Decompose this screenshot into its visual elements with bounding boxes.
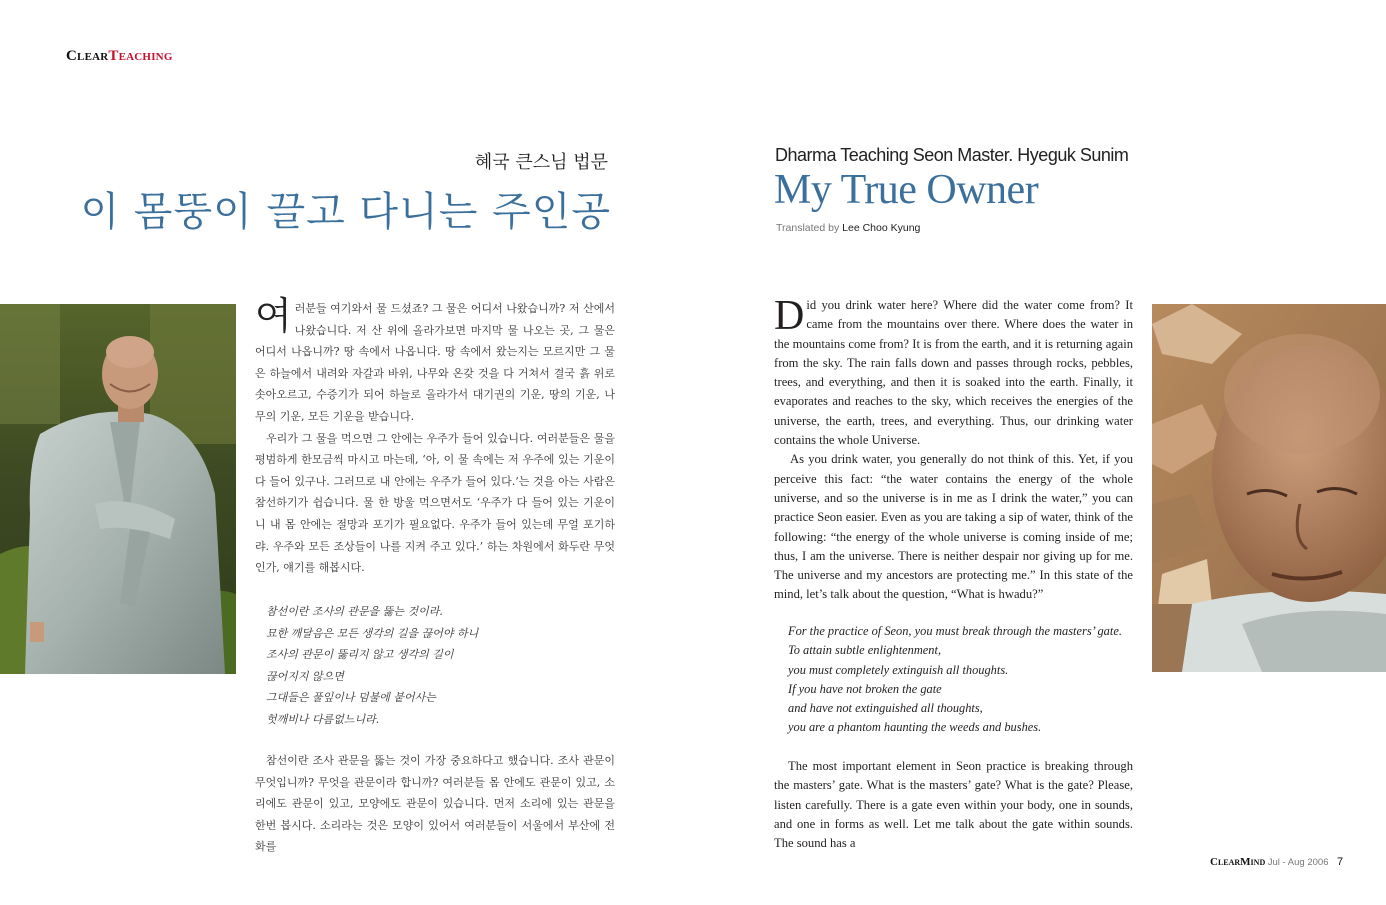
translated-by-label: Translated by bbox=[776, 222, 840, 234]
english-paragraph-2: As you drink water, you generally do not think of this. Yet, if you perceive this fact: “the water contains the energy of the whole universe, and so the universe is in me as I drink the water,” you can practice Seon easier. Even as you are taking a sip of water, think of the following: “the energy of the whole universe is coming inside of me; thus, I am the universe. There is neither despair nor giving up for me. The universe and my ancestors are protecting me.” In this state of the mind, let’s talk about the question, “What is hwadu?” bbox=[774, 452, 1133, 602]
korean-body-text bbox=[255, 294, 615, 579]
english-verse-line: For the practice of Seon, you must break through the masters’ gate. bbox=[788, 624, 1122, 638]
english-verse-line: If you have not broken the gate bbox=[788, 681, 942, 696]
page-number: 7 bbox=[1336, 856, 1344, 868]
translator-name: Lee Choo Kyung bbox=[842, 222, 921, 234]
logo-clear: Clear bbox=[66, 48, 109, 64]
english-verse-line: you are a phantom haunting the weeds and bushes. bbox=[788, 720, 1042, 735]
english-body-text bbox=[774, 293, 1133, 605]
english-dropcap: D bbox=[774, 293, 805, 339]
korean-dropcap: 여 bbox=[255, 294, 292, 338]
english-paragraph-1: id you drink water here? Where did the water come from? It came from the mountains over there. Where does the water in the mountains come from? It is from the earth, and it is returning again from the sky. The rain falls down and passes through rocks, pebbles, trees, and everything, and then it is soaked into the earth. Finally, it evaporates and reaches to the sky, which receives the energies of the universe, the earth, trees, and everything. Thus, our drinking water contains the whole Universe. bbox=[774, 298, 1133, 448]
korean-paragraph-1: 러분들 여기와서 물 드셨죠? 그 물은 어디서 나왔습니까? 저 산에서 나왔습니다. 저 산 위에 올라가보면 마지막 물 나오는 곳, 그 물은 어디서 나옵니까? 땅 속에서 나옵니다. 땅 속에서 왔는지는 모르지만 그 물은 하늘에서 내려와 자갈과 바위, 나무와 온갖 것을 다 거쳐서 결국 흙 위로 솟아오르고, 수증기가 되어 하늘로 올라가서 대기권의 기운, 땅의 기운, 나무의 기운, 모든 기운을 받습니다. bbox=[255, 302, 615, 423]
korean-verse-line: 조사의 관문이 뚫리지 않고 생각의 길이 bbox=[266, 648, 454, 661]
korean-subtitle: 혜국 큰스님 법문 bbox=[474, 152, 608, 173]
english-verse bbox=[788, 622, 1122, 738]
monk-portrait-photo bbox=[1152, 304, 1386, 672]
korean-title: 이 몸뚱이 끌고 다니는 주인공 bbox=[80, 189, 611, 235]
korean-verse-line: 그대들은 풀잎이나 덤불에 붙어사는 bbox=[266, 691, 436, 704]
english-subtitle: Dharma Teaching Seon Master. Hyeguk Sunim bbox=[775, 145, 1129, 165]
logo-teaching: Teaching bbox=[108, 48, 173, 64]
footer-brand: ClearMind bbox=[1210, 856, 1266, 868]
english-verse-line: and have not extinguished all thoughts, bbox=[788, 701, 983, 716]
magazine-section-logo bbox=[66, 48, 173, 65]
english-verse-line: To attain subtle enlightenment, bbox=[788, 643, 942, 658]
korean-paragraph-3: 참선이란 조사 관문을 뚫는 것이 가장 중요하다고 했습니다. 조사 관문이 무엇입니까? 무엇을 관문이라 합니까? 여러분들 몸 안에도 관문이 있고, 소리에도 관문이 있고, 모양에도 관문이 있습니다. 먼저 소리에 있는 관문을 한번 봅시다. 소리라는 것은 모양이 있어서 여러분들이 서울에서 부산에 전화를 bbox=[255, 754, 615, 854]
translator-credit bbox=[776, 222, 920, 234]
page-footer bbox=[1210, 856, 1343, 868]
korean-verse-line: 끊어지지 않으면 bbox=[266, 669, 344, 683]
korean-verse-line: 헛깨비나 다름없느니라. bbox=[266, 712, 380, 726]
english-verse-line: you must completely extinguish all thoughts. bbox=[788, 662, 1009, 677]
english-body-text-continued bbox=[774, 757, 1133, 853]
korean-verse-line: 묘한 깨달음은 모든 생각의 길을 끊어야 하니 bbox=[266, 626, 479, 640]
korean-body-text-continued bbox=[255, 750, 615, 858]
english-paragraph-3: The most important element in Seon practice is breaking through the masters’ gate. What is the masters’ gate? What is the gate? Please, listen carefully. There is a gate even within your body, one in sounds, and one in forms as well. Let me talk about the gate within sounds. The sound has a bbox=[774, 759, 1133, 851]
korean-verse bbox=[266, 601, 478, 730]
korean-verse-line: 참선이란 조사의 관문을 뚫는 것이라. bbox=[266, 605, 443, 618]
monk-standing-photo bbox=[0, 304, 236, 674]
english-title: My True Owner bbox=[774, 167, 1039, 213]
footer-issue: Jul - Aug 2006 bbox=[1267, 857, 1329, 868]
korean-paragraph-2: 우리가 그 물을 먹으면 그 안에는 우주가 들어 있습니다. 여러분들은 물을 평범하게 한모금씩 마시고 마는데, ‘아, 이 물 속에는 저 우주에 있는 기운이 다 들어 있구나. 그러므로 내 안에는 우주가 들어 있다.’는 것을 아는 사람은 참선하기가 쉽습니다. 물 한 방울 먹으면서도 ‘우주가 다 들어 있는 기운이니 내 몸 안에는 절망과 포기가 필요없다. 우주가 들어 있는데 무얼 포기하랴. 우주와 모든 조상들이 나를 지켜 주고 있다.’ 하는 차원에서 화두란 무엇인가, 얘기를 해봅시다. bbox=[255, 431, 615, 575]
